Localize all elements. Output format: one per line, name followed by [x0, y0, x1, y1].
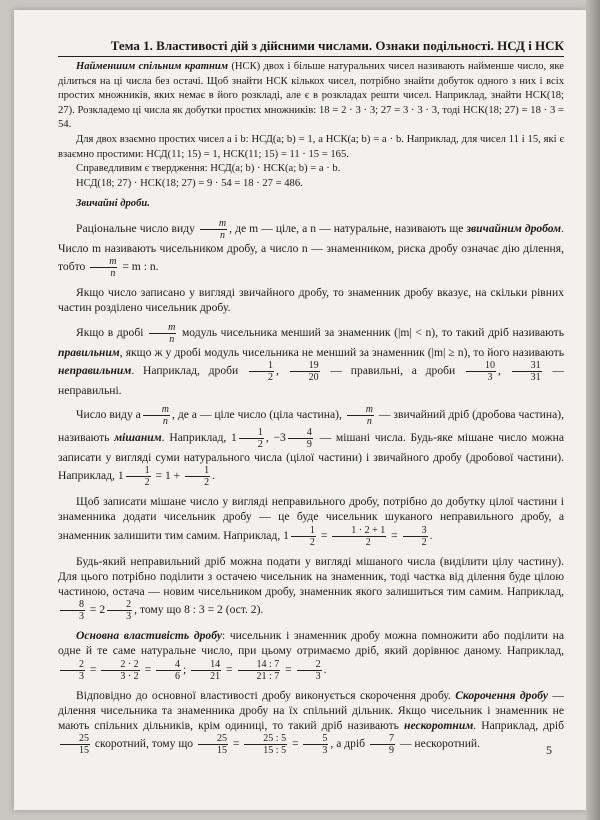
denominator: 3 [487, 371, 493, 383]
numerator: 2 [107, 599, 132, 611]
text: Будь-який неправильний дріб можна подати у вигляді мішаного числа (виділити цілу частину). Для цього потрібно поділити з остачею чисельник на знаменник, тоді частка від ділення буде цілою частиною, остача — новим чисельником дробу, знаменник якого залишиться тим самим. Наприклад, [58, 554, 564, 598]
denominator: 6 [175, 670, 181, 682]
denominator: 2 [257, 438, 263, 450]
fraction [126, 465, 151, 488]
numerator: 14 [191, 659, 221, 671]
text: , якщо ж у дробі модуль чисельника не менший за знаменник (|m| ≥ n), то його називають [119, 345, 564, 359]
term-proper: правильним [58, 345, 120, 359]
fraction [101, 659, 139, 682]
paragraph-main-property: Основна властивість дробу: чисельник і знаменник дробу можна помножити або поділити на одне й те саме натуральне число, при цьому отримаємо дріб, який дорівнює даному. Наприклад, $\frac{2}{3}$ = $\frac{2 \cdot 2}{3 \cdot 2}$ = $\frac{4}{6}$ ; $\frac{14}{21}$ = $\frac{14 : 7}{21 : 7}$ = $\frac{2}{3}$ . [58, 629, 564, 682]
denominator: 15 : 5 [263, 745, 287, 757]
term-main-property: Основна властивість дробу [76, 629, 222, 643]
fraction [291, 525, 316, 548]
denominator: 2 [365, 536, 371, 548]
denominator: 3 [126, 611, 132, 623]
denominator: 20 [308, 371, 319, 383]
term-mixed: мішаним [114, 431, 162, 445]
text: , де m — ціле, а n — натуральне, називають ще [229, 222, 467, 236]
text: Відповідно до основної властивості дробу виконується скорочення дробу. [76, 688, 456, 702]
fraction-m-n [149, 322, 176, 345]
fraction [239, 427, 264, 450]
fraction [249, 360, 274, 383]
text: . [212, 469, 216, 483]
fraction [512, 360, 542, 383]
numerator: 1 [291, 525, 316, 537]
fraction [107, 599, 132, 622]
numerator: 19 [290, 360, 320, 372]
text: . Число m називають чисельником дробу, а число n — знаменником, риска дробу означає дію ділення, тобто [58, 222, 565, 274]
fraction [60, 659, 85, 682]
term-nsk: Найменшим спільним кратним [76, 61, 228, 72]
numerator: 8 [60, 599, 85, 611]
fraction [403, 525, 428, 548]
book-page [14, 10, 586, 810]
text: = 1 + [152, 469, 184, 483]
term-common-fraction: звичайним дробом [466, 222, 562, 236]
fraction [303, 733, 328, 756]
denominator: 31 [530, 371, 541, 383]
denominator: 2 [421, 536, 427, 548]
numerator: m [90, 256, 117, 268]
text: (НСК) двох і більше натуральних чисел називають найменше число, яке ділиться на ці числа без остачі. Щоб знайти НСК кількох чисел, потрібно знайти добуток одного з них і всіх простих множників, яких немає в його розкладі, але є в розкладах решти чисел. Наприклад, знайти НСК(18; 27). Розкладемо ці числа як добутки простих множників: 18 = 2 · 3 · 3; 27 = 3 · 3 · 3, тоді НСК(18; 27) = 18 · 3 = 54. [58, 61, 564, 131]
denominator: 15 [216, 745, 227, 757]
denominator: 15 [79, 745, 89, 757]
text: = 2 [87, 603, 106, 617]
text: . Наприклад, дроби [131, 363, 248, 377]
numerator: m [149, 322, 176, 334]
text: — мішані числа. Будь-яке мішане число можна записати у вигляді суми натурального числа (цілої частини) і звичайного дробу (дробової частини). Наприклад, 1 [58, 431, 564, 483]
text: . Наприклад, 1 [161, 431, 237, 445]
numerator: 3 [403, 525, 428, 537]
numerator: 25 [198, 733, 228, 745]
paragraph-mixed [58, 404, 564, 488]
text: : чисельник і знаменник дробу можна помножити або поділити на одне й те саме натуральне число, при цьому отримаємо дріб, який дорівнює даному. Наприклад, [58, 629, 564, 658]
page-header: Тема 1. Властивості дій з дійсними числами. Ознаки подільності. НСД і НСК [58, 38, 564, 57]
text: = [317, 528, 331, 542]
paragraph-coprime: Для двох взаємно простих чисел a і b: НСД(a; b) = 1, а НСК(a; b) = a · b. Наприклад, для чисел 11 і 15, які є взаємно простими: НСД(11; 15) = 1, НСК(11; 15) = 11 · 15 = 165. [58, 133, 564, 160]
numerator: 1 [239, 427, 264, 439]
paragraph-improper-to-mixed [58, 554, 564, 623]
text: Число виду a [76, 408, 141, 422]
denominator: 2 [268, 371, 274, 383]
page-content [58, 60, 564, 756]
text: Якщо в дробі [76, 325, 148, 339]
term-irreducible: нескоротним [404, 718, 474, 732]
numerator: 25 : 5 [244, 733, 287, 745]
text: = [388, 528, 401, 542]
fraction [198, 733, 228, 756]
fraction-m-n [90, 256, 117, 279]
text: модуль чисельника менший за знаменник (|m| < n), то такий дріб називають [178, 325, 564, 339]
fraction-m-n [143, 404, 170, 427]
denominator: 3 [79, 670, 84, 682]
paragraph-statement: Справедливим є твердження: НСД(a; b) · НСК(a; b) = a · b. [76, 163, 341, 175]
denominator: n [169, 333, 175, 345]
numerator: 1 · 2 + 1 [332, 525, 386, 537]
numerator: 4 [288, 427, 313, 439]
term-improper: неправильним [58, 363, 132, 377]
numerator: 2 [60, 659, 85, 671]
numerator: 25 [60, 733, 90, 745]
text: , −3 [265, 431, 286, 445]
denominator: 3 [322, 745, 328, 757]
fraction-m-n [200, 218, 227, 241]
fraction-m-n [347, 404, 374, 427]
denominator: n [110, 268, 116, 280]
denominator: 3 [79, 611, 84, 623]
numerator: m [347, 404, 374, 416]
section-title: Звичайні дроби. [76, 198, 150, 210]
numerator: m [143, 404, 170, 416]
denominator: 2 [144, 477, 150, 489]
scan-edge [586, 0, 600, 820]
denominator: 21 : 7 [256, 670, 280, 682]
fraction [156, 659, 181, 682]
fraction [288, 427, 313, 450]
fraction [60, 599, 85, 622]
numerator: 1 [249, 360, 274, 372]
paragraph-fraction-def [58, 218, 564, 279]
text: скоротний, тому що [92, 737, 196, 751]
text: — неправильні. [58, 363, 565, 397]
fraction [370, 733, 395, 756]
numerator: 5 [303, 733, 328, 745]
text: — нескоротний. [396, 737, 481, 751]
fraction [185, 465, 210, 488]
numerator: 7 [370, 733, 395, 745]
numerator: 1 [185, 465, 210, 477]
fraction [244, 733, 287, 756]
text: , тому що 8 : 3 = 2 (ост. 2). [134, 603, 264, 617]
paragraph-mixed-to-improper: Щоб записати мішане число у вигляді неправильного дробу, потрібно до добутку цілої частини і знаменника додати чисельник дробу — це буде чисельник шуканого неправильного дробу, а знаменник залишити тим самим. Наприклад, 1 $\frac{1}{2}$ = $\frac{1 \cdot 2 + 1}{2}$ = $\frac{3}{2}$ . [58, 495, 564, 548]
text: — звичайний дріб (дробова частина), називають [58, 408, 564, 445]
text: . Наприклад, дріб [473, 718, 564, 732]
page-number: 5 [546, 743, 552, 757]
numerator: 31 [512, 360, 542, 372]
denominator: 2 [204, 477, 210, 489]
denominator: 3 · 2 [120, 670, 139, 682]
denominator: 2 [309, 536, 315, 548]
text: — ділення чисельника та знаменника дробу на їх спільний дільник. Якщо чисельник і знаменник не мають спільних дільників, крім одиниці, то такий дріб називають [58, 688, 565, 732]
text: Раціональне число виду [76, 222, 198, 236]
numerator: 10 [466, 360, 496, 372]
fraction [60, 733, 90, 756]
text: , а дріб [330, 737, 368, 751]
numerator: 2 [297, 659, 322, 671]
fraction [191, 659, 221, 682]
fraction [466, 360, 496, 383]
term-reduction: Скорочення дробу [455, 688, 549, 702]
text: , де a — ціле число (ціла частина), [172, 408, 345, 422]
numerator: 2 · 2 [101, 659, 139, 671]
denominator: 9 [388, 745, 394, 757]
denominator: 3 [315, 670, 321, 682]
denominator: n [366, 415, 372, 427]
denominator: 9 [306, 438, 312, 450]
fraction [238, 659, 281, 682]
paragraph-reduction: Відповідно до основної властивості дробу виконується скорочення дробу. Скорочення дробу — ділення чисельника та знаменника дробу на їх спільний дільник. Якщо чисельник і знаменник не мають спільних дільників, крім одиниці, то такий дріб називають нескоротним. Наприклад, дріб $\frac{25}{15}$ скоротний, тому що $\frac{25}{15}$ = $\frac{25 : 5}{15 : 5}$ = $\frac{5}{3}$ , а дріб $\frac{7}{9}$ — нескоротний. [58, 688, 565, 757]
paragraph-proper: Якщо в дробі $\frac{m}{n}$ модуль чисельника менший за знаменник (|m| < n), то такий дріб називають правильним, якщо ж у дробі модуль чисельника не менший за знаменник (|m| ≥ n), то його називають неправильним. Наприклад, дроби $\frac{1}{2}$ , $\frac{19}{20}$ — правильні, а дроби $\frac{10}{3}$ , $\frac{31}{31}$ — неправильні. [58, 321, 565, 397]
denominator: n [220, 229, 226, 241]
text: = m : n. [119, 260, 159, 274]
denominator: 21 [210, 670, 221, 682]
paragraph-example: НСД(18; 27) · НСК(18; 27) = 9 · 54 = 18 · 27 = 486. [76, 177, 303, 189]
paragraph-nsk [58, 60, 564, 133]
fraction [332, 525, 386, 548]
numerator: 1 [126, 465, 151, 477]
numerator: m [200, 218, 227, 230]
numerator: 4 [156, 659, 181, 671]
text: Щоб записати мішане число у вигляді неправильного дробу, потрібно до добутку цілої частини і знаменника додати чисельник дробу — це буде чисельник шуканого неправильного дробу, а знаменник залишити тим самим. Наприклад, 1 [58, 495, 564, 542]
denominator: n [162, 415, 168, 427]
text: — правильні, а дроби [321, 363, 464, 377]
fraction [290, 360, 320, 383]
fraction [297, 659, 322, 682]
paragraph-denominator: Якщо число записано у вигляді звичайного дробу, то знаменник дробу вказує, на скільки рівних частин розділено чисельник дробу. [58, 286, 564, 315]
numerator: 14 : 7 [238, 659, 281, 671]
